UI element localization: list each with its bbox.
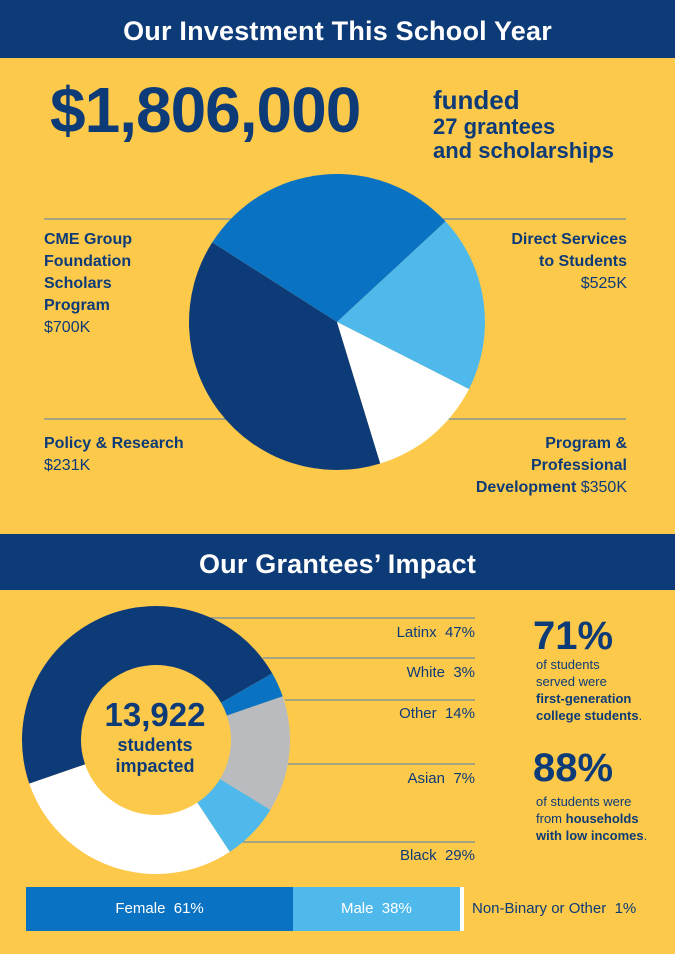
label-ppd-line-3 [476, 477, 627, 499]
label-ppd-line-2: Professional [530, 457, 627, 474]
stat2-bold-1: with low incomes [536, 828, 644, 843]
label-ppd-last: Development [475, 479, 577, 496]
gender-label-female: Female 61% [115, 900, 204, 917]
label-scholars-line-3: Scholars [44, 275, 112, 292]
funded-line-3: and scholarships [433, 137, 614, 163]
total-funded-amount: $1,806,000 [50, 74, 361, 146]
impact-title: Our Grantees’ Impact [198, 549, 477, 579]
label-policy [44, 433, 184, 477]
impact-header [0, 534, 675, 590]
label-ppd-line-1: Program & [545, 435, 627, 452]
stat1-line-1: of students [536, 657, 600, 672]
eth-value-asian: 7% [453, 770, 475, 787]
caption-line-2: impacted [115, 756, 195, 776]
label-scholars-line-2: Foundation [44, 253, 132, 270]
eth-value-white: 3% [453, 664, 475, 681]
caption-line-1: students [117, 735, 193, 755]
gender-name-nonbinary: Non-Binary or Other [472, 900, 607, 917]
stat2-tail: . [643, 828, 648, 843]
students-impacted-number: 13,922 [104, 696, 206, 733]
eth-name-white: White [406, 664, 445, 681]
stat-first-gen-number: 71% [533, 614, 614, 658]
stat2-line-2: from [536, 811, 566, 826]
eth-value-black: 29% [444, 847, 475, 864]
stat1-line-2: served were [536, 674, 607, 689]
gender-label-male: Male 38% [340, 900, 412, 917]
label-ppd-value: $350K [580, 479, 627, 496]
donut-center [80, 698, 230, 777]
label-direct-line-2: to Students [539, 253, 627, 270]
budget-pie [189, 174, 485, 470]
stat2-bold-inline: households [565, 811, 639, 826]
stat1-tail: . [638, 708, 643, 723]
eth-name-asian: Asian [407, 770, 445, 787]
eth-label-white [275, 664, 475, 681]
label-direct-line-1: Direct Services [511, 231, 627, 248]
eth-value-other: 14% [444, 705, 475, 722]
gender-bar-female [26, 887, 293, 931]
label-scholars-line-4: Program [44, 297, 110, 314]
gender-bar-nonbinary [460, 887, 464, 931]
eth-label-latinx [275, 624, 475, 641]
label-scholars-line-1: CME Group [44, 231, 132, 248]
eth-value-latinx: 47% [444, 624, 475, 641]
stat-low-income-text [536, 793, 671, 844]
eth-label-other [275, 705, 475, 722]
label-scholars-value: $700K [44, 319, 91, 336]
funded-line-2: 27 grantees [433, 113, 556, 139]
stat-low-income-number: 88% [533, 746, 614, 790]
stat1-bold-1: first-generation [536, 691, 632, 706]
students-impacted-caption [80, 735, 230, 777]
eth-name-black: Black [399, 847, 437, 864]
label-policy-line-1: Policy & Research [44, 435, 184, 452]
investment-title: Our Investment This School Year [123, 16, 552, 46]
eth-name-other: Other [399, 705, 437, 722]
eth-name-latinx: Latinx [396, 624, 437, 641]
eth-label-black [275, 847, 475, 864]
stat-first-gen-text [536, 656, 671, 724]
label-policy-value: $231K [44, 457, 91, 474]
label-direct-value: $525K [580, 275, 627, 292]
eth-label-asian [275, 770, 475, 787]
stat1-bold-2: college students [536, 708, 639, 723]
funded-line-1: funded [433, 85, 520, 115]
label-ppd [476, 433, 627, 499]
donut-slice-black [29, 764, 229, 874]
gender-bar-male [293, 887, 459, 931]
gender-label-nonbinary [472, 887, 636, 931]
label-scholars [44, 229, 132, 339]
gender-value-nonbinary: 1% [614, 900, 637, 917]
label-direct [511, 229, 627, 295]
stat2-line-1: of students were [536, 794, 632, 809]
